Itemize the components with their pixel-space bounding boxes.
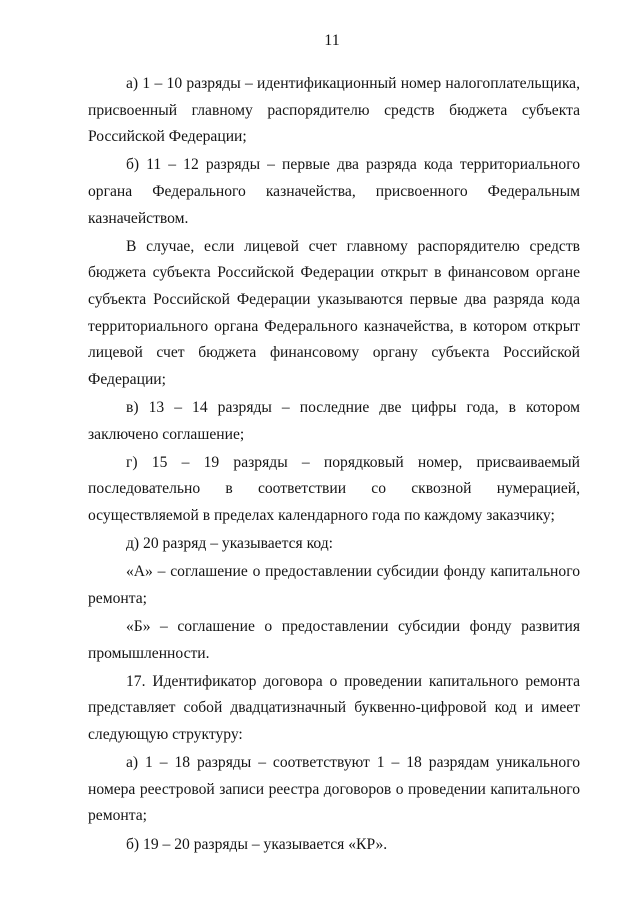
document-body — [88, 71, 580, 860]
paragraph-code-a: «А» – соглашение о предоставлении субсидии фонду капитального ремонта; — [88, 563, 580, 607]
paragraph-17: 17. Идентификатор договора о проведении капитального ремонта представляет собой двадцатизначный буквенно-цифровой код и имеет следующую структуру: — [88, 672, 580, 743]
paragraph-16g: г) 15 – 19 разряды – порядковый номер, присваиваемый последовательно в соответствии со сквозной нумерацией, осуществляемой в пределах календарного года по каждому заказчику; — [88, 453, 580, 524]
paragraph-16d: д) 20 разряд – указывается код: — [126, 535, 333, 553]
paragraph-16b-note: В случае, если лицевой счет главному распорядителю средств бюджета субъекта Российской Федерации открыт в финансовом органе субъекта Российской Федерации указываются первые два разряда кода территориального органа Федерального казначейства, в котором открыт лицевой счет бюджета финансовому органу субъекта Российской Федерации; — [88, 237, 580, 388]
paragraph-16a: а) 1 – 10 разряды – идентификационный номер налогоплательщика, присвоенный главному распорядителю средств бюджета субъекта Российской Федерации; — [88, 75, 580, 146]
paragraph-17b: б) 19 – 20 разряды – указывается «КР». — [126, 835, 388, 853]
paragraph-16b: б) 11 – 12 разряды – первые два разряда кода территориального органа Федерального казначейства, присвоенного Федеральным казначейством. — [88, 156, 580, 227]
paragraph-code-b: «Б» – соглашение о предоставлении субсидии фонду развития промышленности. — [88, 618, 580, 662]
page-number: 11 — [324, 32, 340, 49]
paragraph-16v: в) 13 – 14 разряды – последние две цифры года, в котором заключено соглашение; — [88, 398, 580, 443]
paragraph-17a: а) 1 – 18 разряды – соответствуют 1 – 18 разрядам уникального номера реестровой записи реестра договоров о проведении капитального ремонта; — [88, 754, 580, 825]
